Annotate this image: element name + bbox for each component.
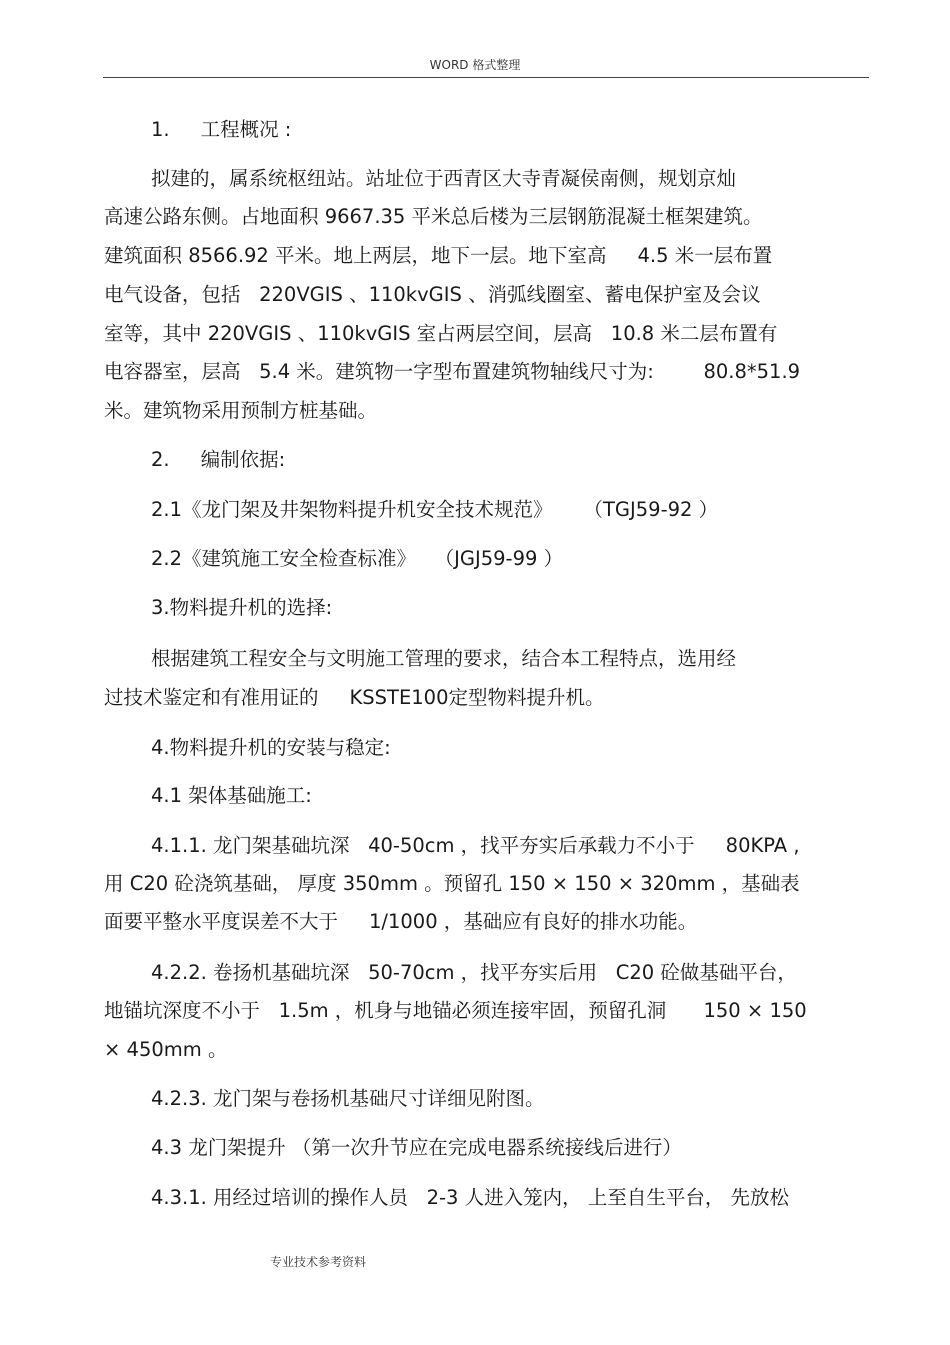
text-line: 3.物料提升机的选择: [151,596,333,619]
text-line: 用 C20 砼浇筑基础， 厚度 350mm 。预留孔 150 × 150 × 320mm ，基础表 [104,872,800,895]
page-header: WORD 格式整理 [429,58,521,72]
text-line: 电气设备，包括 220VGIS 、110kvGIS 、消弧线圈室、蓄电保护室及会议 [104,283,761,306]
text-line: × 450mm 。 [104,1038,228,1061]
text-line: 电容器室，层高 5.4 米。建筑物一字型布置建筑物轴线尺寸为: 80.8*51.9 [104,360,801,383]
text-line: 根据建筑工程安全与文明施工管理的要求，结合本工程特点，选用经 [151,647,737,670]
text-line: 面要平整水平度误差不大于 1/1000 ，基础应有良好的排水功能。 [104,910,698,933]
text-line: 4.1 架体基础施工: [151,784,312,807]
text-line: 2.2《建筑施工安全检查标准》 （JGJ59-99 ） [151,547,564,570]
page-footer: 专业技术参考资料 [270,1255,367,1269]
text-line: 4.2.2. 卷扬机基础坑深 50-70cm ，找平夯实后用 C20 砼做基础平台， [151,961,797,984]
text-line: 米。建筑物采用预制方桩基础。 [104,399,378,422]
text-line: 2.1《龙门架及井架物料提升机安全技术规范》 （TGJ59-92 ） [151,498,719,521]
text-line: 4.3.1. 用经过培训的操作人员 2-3 人进入笼内， 上至自生平台， 先放松 [151,1186,790,1209]
header-rule [103,77,869,78]
text-line: 拟建的，属系统枢纽站。站址位于西青区大寺青凝侯南侧，规划京灿 [151,167,737,190]
text-line: 1. 工程概况 : [151,118,292,141]
text-line: 过技术鉴定和有准用证的 KSSTE100定型物料提升机。 [104,686,605,709]
text-line: 2. 编制依据: [151,448,286,471]
text-line: 4.2.3. 龙门架与卷扬机基础尺寸详细见附图。 [151,1087,545,1110]
text-line: 4.3 龙门架提升 （第一次升节应在完成电器系统接线后进行） [151,1136,682,1159]
text-line: 建筑面积 8566.92 平米。地上两层，地下一层。地下室高 4.5 米一层布置 [104,244,773,267]
text-line: 4.1.1. 龙门架基础坑深 40-50cm ，找平夯实后承载力不小于 80KPA , [151,834,800,857]
text-line: 高速公路东侧。占地面积 9667.35 平米总后楼为三层钢筋混凝土框架建筑。 [104,205,763,228]
text-line: 地锚坑深度不小于 1.5m ，机身与地锚必须连接牢固，预留孔洞 150 × 150 [104,999,807,1022]
text-line: 4.物料提升机的安装与稳定: [151,736,391,759]
text-line: 室等，其中 220VGIS 、110kvGIS 室占两层空间，层高 10.8 米二层布置有 [104,322,778,345]
